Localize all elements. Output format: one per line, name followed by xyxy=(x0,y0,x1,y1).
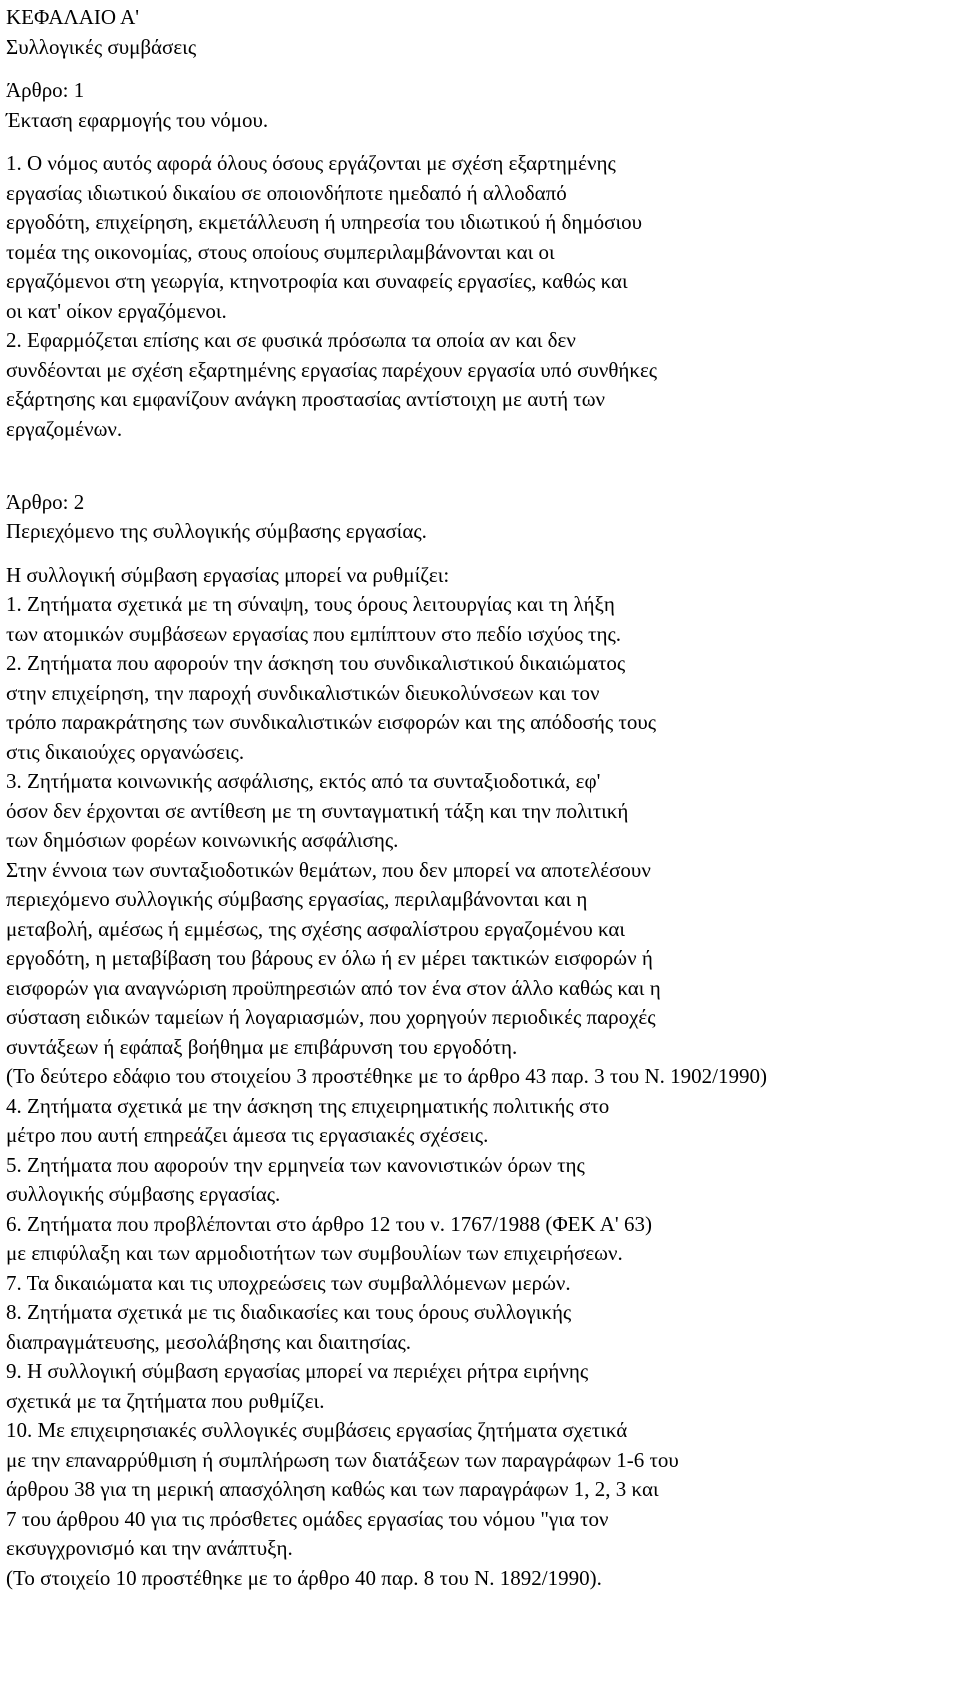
article-2-line: σύσταση ειδικών ταμείων ή λογαριασμών, που χορηγούν περιοδικές παροχές xyxy=(6,1005,656,1029)
article-1-line: εργαζομένων. xyxy=(6,416,123,441)
article-1-line: 2. Εφαρμόζεται επίσης και σε φυσικά πρόσωπα τα οποία αν και δεν xyxy=(6,328,576,352)
article-2-line: σχετικά με τα ζητήματα που ρυθμίζει. xyxy=(6,1388,325,1413)
article-2-line: 10. Με επιχειρησιακές συλλογικές συμβάσεις εργασίας ζητήματα σχετικά xyxy=(6,1418,628,1442)
article-2-line: μέτρο που αυτή επηρεάζει άμεσα τις εργασιακές σχέσεις. xyxy=(6,1123,489,1147)
article-2-line: συλλογικής σύμβασης εργασίας. xyxy=(6,1182,281,1206)
chapter-title: ΚΕΦΑΛΑΙΟ Α' xyxy=(6,5,140,29)
article-1 xyxy=(6,76,956,444)
article-1-title: Έκταση εφαρμογής του νόμου. xyxy=(6,107,269,132)
article-2-line: των δημόσιων φορέων κοινωνικής ασφάλισης. xyxy=(6,828,399,852)
article-2-line: 9. Η συλλογική σύμβαση εργασίας μπορεί να περιέχει ρήτρα ειρήνης xyxy=(6,1359,589,1383)
article-2-line: συντάξεων ή εφάπαξ βοήθημα με επιβάρυνση του εργοδότη. xyxy=(6,1034,518,1059)
article-2-title: Περιεχόμενο της συλλογικής σύμβασης εργασίας. xyxy=(6,519,427,543)
article-2-line: με επιφύλαξη και των αρμοδιοτήτων των συμβουλίων των επιχειρήσεων. xyxy=(6,1241,623,1265)
article-2-line: 7 του άρθρου 40 για τις πρόσθετες ομάδες εργασίας του νόμου "για τον xyxy=(6,1506,609,1531)
article-2-line: όσον δεν έρχονται σε αντίθεση με τη συνταγματική τάξη και την πολιτική xyxy=(6,798,629,823)
spacer xyxy=(6,547,956,561)
article-2-line: άρθρου 38 για τη μερική απασχόληση καθώς και των παραγράφων 1, 2, 3 και xyxy=(6,1477,659,1501)
article-2-line: με την επαναρρύθμιση ή συμπλήρωση των διατάξεων των παραγράφων 1-6 του xyxy=(6,1447,679,1472)
chapter-subtitle: Συλλογικές συμβάσεις xyxy=(6,34,197,59)
article-2-line: 8. Ζητήματα σχετικά με τις διαδικασίες και τους όρους συλλογικής xyxy=(6,1300,572,1324)
article-1-line: εργοδότη, επιχείρηση, εκμετάλλευση ή υπηρεσία του ιδιωτικού ή δημόσιου xyxy=(6,210,642,234)
article-2-line: 3. Ζητήματα κοινωνικής ασφάλισης, εκτός από τα συνταξιοδοτικά, εφ' xyxy=(6,769,601,793)
article-2-line: 2. Ζητήματα που αφορούν την άσκηση του συνδικαλιστικού δικαιώματος xyxy=(6,651,626,675)
article-2-heading: Άρθρο: 2 xyxy=(6,489,85,514)
article-2-line: στην επιχείρηση, την παροχή συνδικαλιστικών διευκολύνσεων και τον xyxy=(6,680,600,705)
article-2-body xyxy=(6,561,956,1594)
chapter-header xyxy=(6,3,956,62)
article-2-line: 1. Ζητήματα σχετικά με τη σύναψη, τους όρους λειτουργίας και τη λήξη xyxy=(6,592,615,616)
document-page xyxy=(6,3,956,1593)
article-1-line: οι κατ' οίκον εργαζόμενοι. xyxy=(6,298,227,323)
article-1-line: 1. Ο νόμος αυτός αφορά όλους όσους εργάζονται με σχέση εξαρτημένης xyxy=(6,151,616,175)
article-1-body xyxy=(6,149,956,444)
article-2-line: 4. Ζητήματα σχετικά με την άσκηση της επιχειρηματικής πολιτικής στο xyxy=(6,1093,610,1118)
spacer xyxy=(6,444,956,474)
article-2-line: μεταβολή, αμέσως ή εμμέσως, της σχέσης ασφαλίστρου εργαζομένου και xyxy=(6,916,626,941)
article-2-line: Στην έννοια των συνταξιοδοτικών θεμάτων, που δεν μπορεί να αποτελέσουν xyxy=(6,857,651,882)
article-1-line: τομέα της οικονομίας, στους οποίους συμπεριλαμβάνονται και οι xyxy=(6,239,555,264)
article-2-line: τρόπο παρακράτησης των συνδικαλιστικών εισφορών και της απόδοσής τους xyxy=(6,710,657,734)
article-2-line: 5. Ζητήματα που αφορούν την ερμηνεία των κανονιστικών όρων της xyxy=(6,1152,585,1177)
article-2-line: εισφορών για αναγνώριση προϋπηρεσιών από τον ένα στον άλλο καθώς και η xyxy=(6,975,661,1000)
article-2-line: εκσυγχρονισμό και την ανάπτυξη. xyxy=(6,1536,293,1560)
article-1-line: συνδέονται με σχέση εξαρτημένης εργασίας παρέχουν εργασία υπό συνθήκες xyxy=(6,357,658,382)
spacer xyxy=(6,474,956,488)
article-2-line: Η συλλογική σύμβαση εργασίας μπορεί να ρυθμίζει: xyxy=(6,562,450,587)
article-2-line: διαπραγμάτευσης, μεσολάβησης και διαιτησίας. xyxy=(6,1329,412,1354)
article-2-line: 6. Ζητήματα που προβλέπονται στο άρθρο 12 του ν. 1767/1988 (ΦΕΚ Α' 63) xyxy=(6,1211,652,1236)
article-2-line: στις δικαιούχες οργανώσεις. xyxy=(6,739,245,764)
article-2-line: (Το δεύτερο εδάφιο του στοιχείου 3 προστέθηκε με το άρθρο 43 παρ. 3 του Ν. 1902/1990) xyxy=(6,1064,767,1088)
article-2-line: 7. Τα δικαιώματα και τις υποχρεώσεις των συμβαλλόμενων μερών. xyxy=(6,1270,571,1295)
article-2-line: (Το στοιχείο 10 προστέθηκε με το άρθρο 40 παρ. 8 του Ν. 1892/1990). xyxy=(6,1565,602,1590)
spacer xyxy=(6,135,956,149)
article-1-line: εργαζόμενοι στη γεωργία, κτηνοτροφία και συναφείς εργασίες, καθώς και xyxy=(6,269,628,293)
article-2-line: περιεχόμενο συλλογικής σύμβασης εργασίας, περιλαμβάνονται και η xyxy=(6,887,588,911)
spacer xyxy=(6,62,956,76)
article-1-heading: Άρθρο: 1 xyxy=(6,78,85,102)
article-1-line: εργασίας ιδιωτικού δικαίου σε οποιονδήποτε ημεδαπό ή αλλοδαπό xyxy=(6,180,567,205)
article-2 xyxy=(6,488,956,1594)
article-1-line: εξάρτησης και εμφανίζουν ανάγκη προστασίας αντίστοιχη με αυτή των xyxy=(6,387,606,411)
article-2-line: εργοδότη, η μεταβίβαση του βάρους εν όλω ή εν μέρει τακτικών εισφορών ή xyxy=(6,946,653,970)
article-2-line: των ατομικών συμβάσεων εργασίας που εμπίπτουν στο πεδίο ισχύος της. xyxy=(6,621,622,646)
